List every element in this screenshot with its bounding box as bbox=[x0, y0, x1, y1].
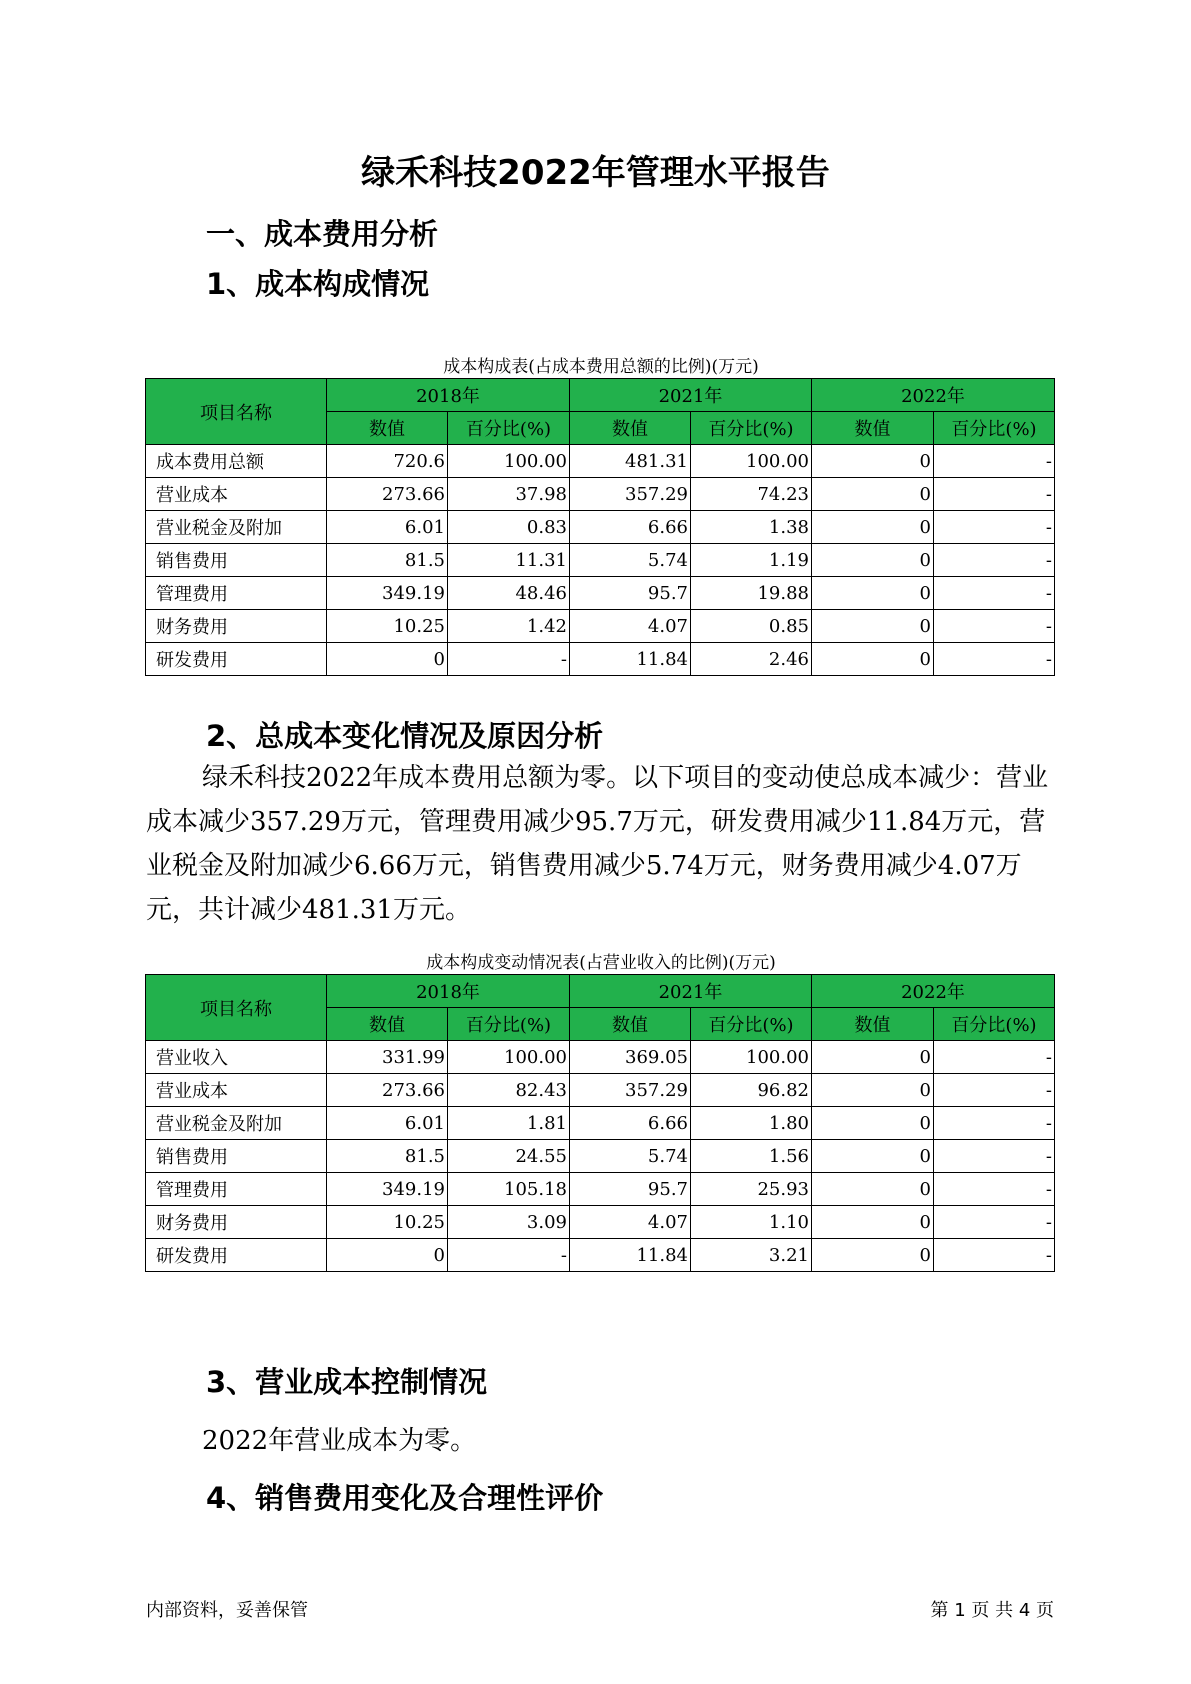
table-cell: 6.01 bbox=[327, 1107, 448, 1140]
table-cell: 6.01 bbox=[327, 511, 448, 544]
table-cell: 11.84 bbox=[570, 643, 691, 676]
table2-year-2021: 2021年 bbox=[570, 975, 812, 1008]
table-cell: - bbox=[934, 1206, 1055, 1239]
table2-subheader: 百分比(%) bbox=[934, 1008, 1055, 1041]
table-cell: 349.19 bbox=[327, 577, 448, 610]
table-cell: 0 bbox=[812, 1239, 934, 1272]
table-row bbox=[146, 1074, 1055, 1107]
table1-year-2018: 2018年 bbox=[327, 379, 570, 412]
table-cell: - bbox=[934, 577, 1055, 610]
table-cell: 10.25 bbox=[327, 610, 448, 643]
table-cell: 4.07 bbox=[570, 1206, 691, 1239]
table-cell: - bbox=[934, 1074, 1055, 1107]
table-row bbox=[146, 1206, 1055, 1239]
table-cell: 4.07 bbox=[570, 610, 691, 643]
table-row bbox=[146, 577, 1055, 610]
table-cell: 5.74 bbox=[570, 544, 691, 577]
table-cell: 24.55 bbox=[448, 1140, 570, 1173]
table-cell: - bbox=[934, 511, 1055, 544]
table-cell: 81.5 bbox=[327, 544, 448, 577]
table-cell: 0 bbox=[812, 1140, 934, 1173]
table-cell: 0 bbox=[812, 1041, 934, 1074]
table-cell: 6.66 bbox=[570, 511, 691, 544]
table1-subheader: 数值 bbox=[327, 412, 448, 445]
table-row bbox=[146, 1239, 1055, 1272]
table-cell: 0 bbox=[812, 643, 934, 676]
cost-change-text: 绿禾科技2022年成本费用总额为零。以下项目的变动使总成本减少：营业成本减少357.29万元，管理费用减少95.7万元，研发费用减少11.84万元，营业税金及附加减少6.66万元，销售费用减少5.74万元，财务费用减少4.07万元，共计减少481.31万元。 bbox=[146, 763, 1049, 925]
row-label: 财务费用 bbox=[146, 1206, 327, 1239]
cost-change-paragraph bbox=[146, 756, 1056, 932]
table-cell: 720.6 bbox=[327, 445, 448, 478]
table-cell: 331.99 bbox=[327, 1041, 448, 1074]
footer-page-number: 第 1 页 共 4 页 bbox=[930, 1600, 1054, 1621]
table-cell: 349.19 bbox=[327, 1173, 448, 1206]
subheading-sales-expense: 4、销售费用变化及合理性评价 bbox=[206, 1481, 604, 1515]
table-cell: 95.7 bbox=[570, 577, 691, 610]
table-cell: 357.29 bbox=[570, 478, 691, 511]
table-row bbox=[146, 610, 1055, 643]
table-cell: - bbox=[934, 1239, 1055, 1272]
table-cell: 100.00 bbox=[691, 445, 812, 478]
table1-subheader: 百分比(%) bbox=[448, 412, 570, 445]
table-row bbox=[146, 445, 1055, 478]
table1-subheader: 百分比(%) bbox=[691, 412, 812, 445]
table-cell: 273.66 bbox=[327, 478, 448, 511]
table-cell: 5.74 bbox=[570, 1140, 691, 1173]
subheading-operating-cost-control: 3、营业成本控制情况 bbox=[206, 1365, 488, 1399]
table-row bbox=[146, 1107, 1055, 1140]
table-cell: 100.00 bbox=[691, 1041, 812, 1074]
table1-subheader: 数值 bbox=[812, 412, 934, 445]
table-cell: 10.25 bbox=[327, 1206, 448, 1239]
subheading-total-cost-change: 2、总成本变化情况及原因分析 bbox=[206, 719, 604, 753]
table-cell: 0 bbox=[812, 1074, 934, 1107]
table-row bbox=[146, 643, 1055, 676]
table1-subheader: 百分比(%) bbox=[934, 412, 1055, 445]
table-cell: 25.93 bbox=[691, 1173, 812, 1206]
row-label: 营业成本 bbox=[146, 1074, 327, 1107]
table-row bbox=[146, 1173, 1055, 1206]
table-cell: 74.23 bbox=[691, 478, 812, 511]
table-cell: 3.21 bbox=[691, 1239, 812, 1272]
table-cell: 0 bbox=[812, 511, 934, 544]
table-cell: 81.5 bbox=[327, 1140, 448, 1173]
table-cell: 0 bbox=[812, 1206, 934, 1239]
table2-subheader: 数值 bbox=[570, 1008, 691, 1041]
table-row bbox=[146, 478, 1055, 511]
table1-subheader: 数值 bbox=[570, 412, 691, 445]
row-label: 营业税金及附加 bbox=[146, 511, 327, 544]
table-cell: 37.98 bbox=[448, 478, 570, 511]
table2-subheader: 数值 bbox=[327, 1008, 448, 1041]
table-cell: 95.7 bbox=[570, 1173, 691, 1206]
section-heading-cost-analysis: 一、成本费用分析 bbox=[206, 217, 439, 251]
table-cell: - bbox=[448, 1239, 570, 1272]
table2-year-2022: 2022年 bbox=[812, 975, 1055, 1008]
table-cell: 0 bbox=[812, 445, 934, 478]
table1-caption: 成本构成表(占成本费用总额的比例)(万元) bbox=[443, 357, 759, 377]
table1-year-2022: 2022年 bbox=[812, 379, 1055, 412]
table1-year-2021: 2021年 bbox=[570, 379, 812, 412]
table-cell: 11.84 bbox=[570, 1239, 691, 1272]
row-label: 管理费用 bbox=[146, 1173, 327, 1206]
table-cell: - bbox=[934, 544, 1055, 577]
table-cell: 1.19 bbox=[691, 544, 812, 577]
table-cell: 1.10 bbox=[691, 1206, 812, 1239]
table-cell: - bbox=[934, 445, 1055, 478]
row-label: 营业收入 bbox=[146, 1041, 327, 1074]
table2-item-header: 项目名称 bbox=[146, 975, 327, 1041]
row-label: 研发费用 bbox=[146, 643, 327, 676]
table-cell: - bbox=[934, 478, 1055, 511]
table2-subheader: 数值 bbox=[812, 1008, 934, 1041]
table-cell: 19.88 bbox=[691, 577, 812, 610]
table-cell: 0 bbox=[327, 643, 448, 676]
table-cell: 481.31 bbox=[570, 445, 691, 478]
table-cell: 11.31 bbox=[448, 544, 570, 577]
table-cell: 357.29 bbox=[570, 1074, 691, 1107]
cost-change-table bbox=[145, 974, 1055, 1272]
table-cell: 273.66 bbox=[327, 1074, 448, 1107]
table1-item-header: 项目名称 bbox=[146, 379, 327, 445]
table-cell: 96.82 bbox=[691, 1074, 812, 1107]
table-cell: 48.46 bbox=[448, 577, 570, 610]
table-cell: 105.18 bbox=[448, 1173, 570, 1206]
row-label: 研发费用 bbox=[146, 1239, 327, 1272]
table-row bbox=[146, 544, 1055, 577]
row-label: 成本费用总额 bbox=[146, 445, 327, 478]
table-cell: 0 bbox=[812, 1173, 934, 1206]
table-cell: 82.43 bbox=[448, 1074, 570, 1107]
table-cell: 6.66 bbox=[570, 1107, 691, 1140]
table-cell: 2.46 bbox=[691, 643, 812, 676]
operating-cost-text: 2022年营业成本为零。 bbox=[202, 1426, 477, 1456]
document-title: 绿禾科技2022年管理水平报告 bbox=[361, 153, 830, 193]
table-cell: 369.05 bbox=[570, 1041, 691, 1074]
table-cell: - bbox=[934, 643, 1055, 676]
table-cell: 1.38 bbox=[691, 511, 812, 544]
table-cell: 1.81 bbox=[448, 1107, 570, 1140]
row-label: 销售费用 bbox=[146, 1140, 327, 1173]
table-cell: 100.00 bbox=[448, 1041, 570, 1074]
table2-year-2018: 2018年 bbox=[327, 975, 570, 1008]
table2-body bbox=[146, 1041, 1055, 1272]
table-row bbox=[146, 1140, 1055, 1173]
table-cell: - bbox=[934, 1041, 1055, 1074]
table2-caption: 成本构成变动情况表(占营业收入的比例)(万元) bbox=[426, 953, 776, 973]
table-cell: 100.00 bbox=[448, 445, 570, 478]
table-cell: 1.42 bbox=[448, 610, 570, 643]
row-label: 销售费用 bbox=[146, 544, 327, 577]
table-cell: 0 bbox=[327, 1239, 448, 1272]
footer-confidential: 内部资料，妥善保管 bbox=[146, 1600, 308, 1621]
cost-composition-table bbox=[145, 378, 1055, 676]
table-cell: 0.83 bbox=[448, 511, 570, 544]
table-cell: 3.09 bbox=[448, 1206, 570, 1239]
table-cell: - bbox=[934, 610, 1055, 643]
table-cell: 0 bbox=[812, 544, 934, 577]
table-cell: 0 bbox=[812, 577, 934, 610]
table1-body bbox=[146, 445, 1055, 676]
subheading-cost-composition: 1、成本构成情况 bbox=[206, 267, 430, 301]
table-cell: 1.56 bbox=[691, 1140, 812, 1173]
table-cell: - bbox=[934, 1140, 1055, 1173]
table-cell: 0 bbox=[812, 1107, 934, 1140]
table-cell: - bbox=[934, 1173, 1055, 1206]
row-label: 财务费用 bbox=[146, 610, 327, 643]
row-label: 营业税金及附加 bbox=[146, 1107, 327, 1140]
table-cell: 0 bbox=[812, 478, 934, 511]
table-cell: 1.80 bbox=[691, 1107, 812, 1140]
table-row bbox=[146, 511, 1055, 544]
row-label: 管理费用 bbox=[146, 577, 327, 610]
row-label: 营业成本 bbox=[146, 478, 327, 511]
table-cell: - bbox=[934, 1107, 1055, 1140]
table-cell: 0.85 bbox=[691, 610, 812, 643]
table-cell: 0 bbox=[812, 610, 934, 643]
table2-subheader: 百分比(%) bbox=[691, 1008, 812, 1041]
table-row bbox=[146, 1041, 1055, 1074]
table2-subheader: 百分比(%) bbox=[448, 1008, 570, 1041]
table-cell: - bbox=[448, 643, 570, 676]
